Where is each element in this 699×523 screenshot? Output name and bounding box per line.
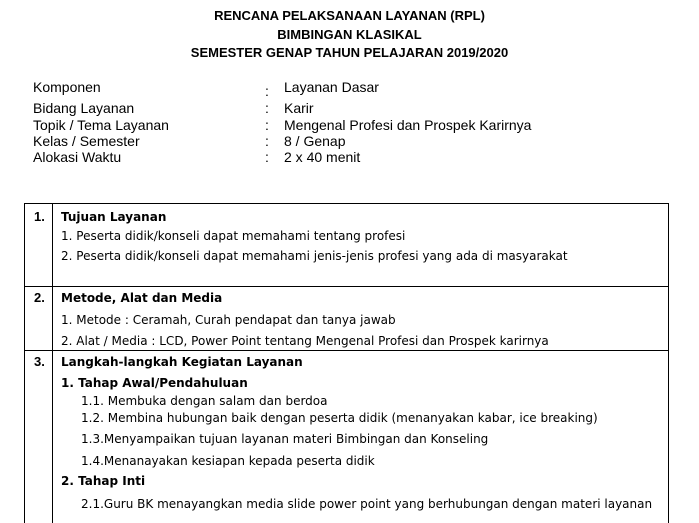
info-colon: : (265, 149, 269, 165)
info-value: 2 x 40 menit (284, 149, 361, 165)
section-number: 1. (34, 209, 45, 224)
step-line: 1.1. Membuka dengan salam dan berdoa (81, 394, 328, 408)
info-colon: : (265, 83, 269, 99)
table-column-divider (52, 203, 53, 523)
step-line: 1.4.Menanayakan kesiapan kepada peserta didik (81, 454, 375, 468)
section-number: 2. (34, 290, 45, 305)
section-line: 2. Peserta didik/konseli dapat memahami jenis-jenis profesi yang ada di masyarakat (61, 249, 568, 263)
info-label: Topik / Tema Layanan (33, 117, 169, 133)
step-heading: 1. Tahap Awal/Pendahuluan (61, 376, 248, 390)
section-line: 1. Metode : Ceramah, Curah pendapat dan tanya jawab (61, 313, 396, 327)
section-line: 2. Alat / Media : LCD, Power Point tentang Mengenal Profesi dan Prospek karirnya (61, 334, 549, 348)
info-colon: : (265, 117, 269, 133)
info-label: Komponen (33, 79, 101, 95)
table-row-divider (24, 286, 669, 287)
document-title: RENCANA PELAKSANAAN LAYANAN (RPL) (214, 8, 485, 23)
info-colon: : (265, 133, 269, 149)
document-semester: SEMESTER GENAP TAHUN PELAJARAN 2019/2020 (190, 45, 509, 60)
section-title-tujuan: Tujuan Layanan (61, 210, 167, 224)
info-value: Layanan Dasar (284, 79, 379, 95)
step-line: 1.3.Menyampaikan tujuan layanan materi Bimbingan dan Konseling (81, 432, 489, 446)
step-heading: 2. Tahap Inti (61, 474, 146, 488)
step-line: 2.1.Guru BK menayangkan media slide power point yang berhubungan dengan materi layanan (81, 497, 653, 511)
step-line: 1.2. Membina hubungan baik dengan peserta didik (menanyakan kabar, ice breaking) (81, 411, 598, 425)
section-title-metode: Metode, Alat dan Media (61, 291, 223, 305)
section-line: 1. Peserta didik/konseli dapat memahami tentang profesi (61, 229, 406, 243)
section-number: 3. (34, 354, 45, 369)
document-subtitle: BIMBINGAN KLASIKAL (277, 27, 422, 42)
section-title-langkah: Langkah-langkah Kegiatan Layanan (61, 355, 303, 369)
info-colon: : (265, 100, 269, 116)
table-row-divider (24, 350, 669, 351)
info-value: Mengenal Profesi dan Prospek Karirnya (284, 117, 532, 133)
info-label: Kelas / Semester (33, 133, 140, 149)
info-value: 8 / Genap (284, 133, 346, 149)
info-label: Bidang Layanan (33, 100, 135, 116)
info-label: Alokasi Waktu (33, 149, 122, 165)
info-value: Karir (284, 100, 314, 116)
